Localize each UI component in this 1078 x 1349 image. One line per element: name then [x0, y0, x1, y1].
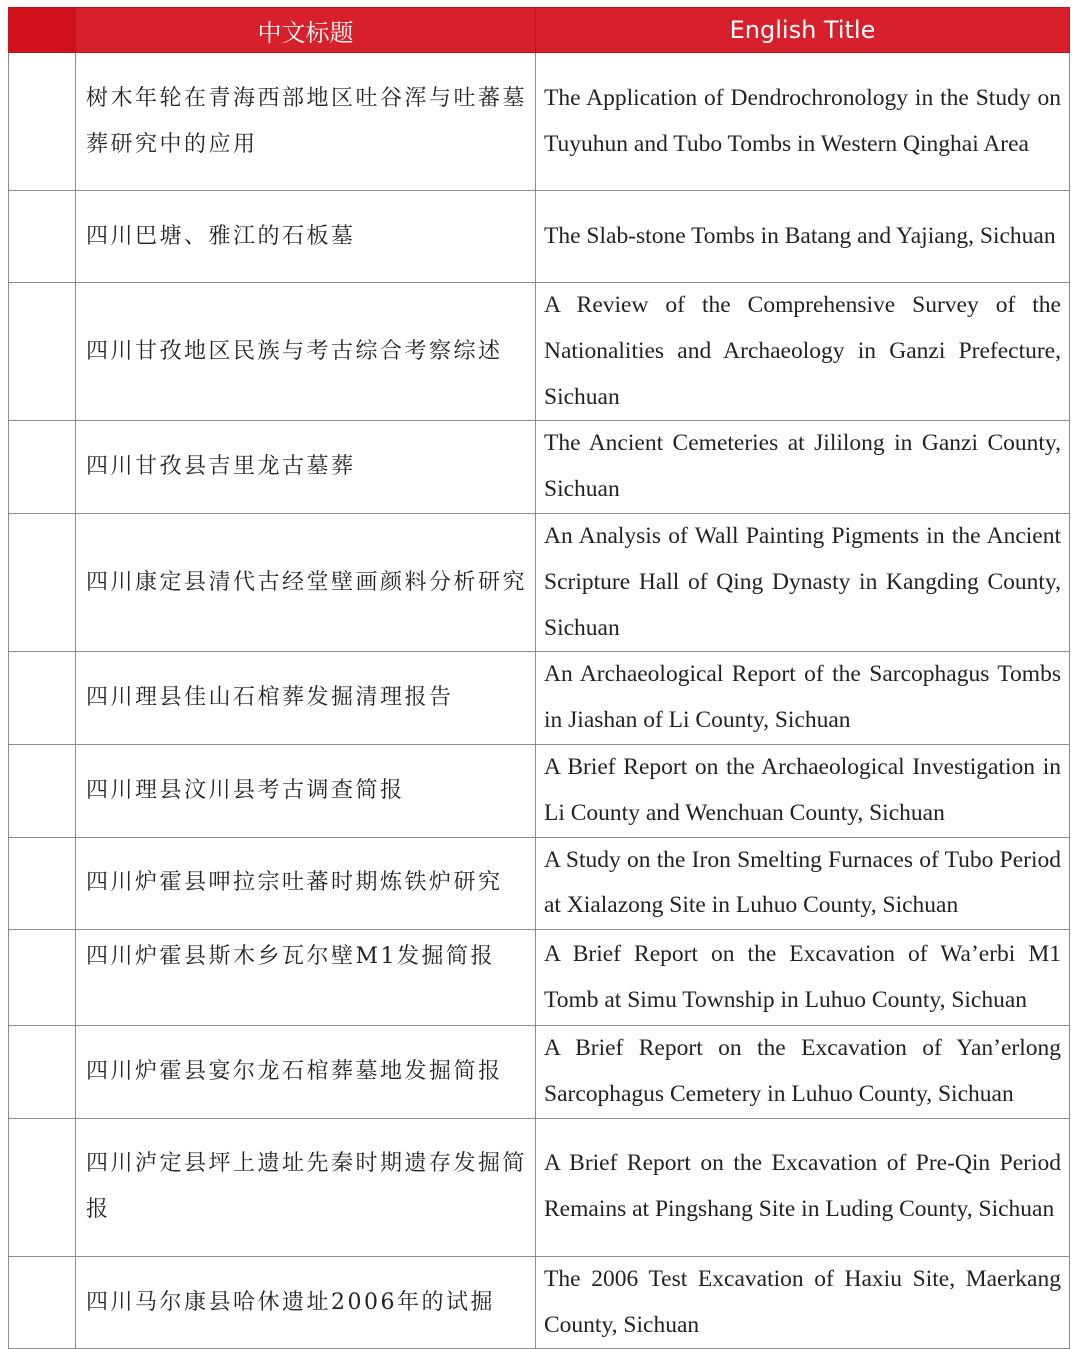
english-title-cell: The Ancient Cemeteries at Jililong in Ganzi County, Sichuan — [536, 421, 1070, 514]
index-cell — [9, 1256, 76, 1349]
chinese-title-cell: 四川巴塘、雅江的石板墓 — [76, 191, 536, 283]
chinese-title-cell: 四川甘孜县吉里龙古墓葬 — [76, 421, 536, 514]
chinese-title-cell: 四川理县汶川县考古调查简报 — [76, 744, 536, 837]
english-title-cell: An Analysis of Wall Painting Pigments in the Ancient Scripture Hall of Qing Dynasty in Kangding County, Sichuan — [536, 513, 1070, 651]
chinese-title-cell: 四川马尔康县哈休遗址2006年的试掘 — [76, 1256, 536, 1349]
table-row — [9, 421, 1070, 514]
index-cell — [9, 652, 76, 745]
english-title-cell: An Archaeological Report of the Sarcophagus Tombs in Jiashan of Li County, Sichuan — [536, 652, 1070, 745]
english-title-cell: The Application of Dendrochronology in the Study on Tuyuhun and Tubo Tombs in Western Qinghai Area — [536, 53, 1070, 191]
header-index-cell — [9, 8, 76, 53]
english-title-cell: A Study on the Iron Smelting Furnaces of Tubo Period at Xialazong Site in Luhuo County, Sichuan — [536, 837, 1070, 930]
index-cell — [9, 930, 76, 1026]
english-title-cell: A Brief Report on the Archaeological Investigation in Li County and Wenchuan County, Sichuan — [536, 744, 1070, 837]
chinese-title-cell: 四川甘孜地区民族与考古综合考察综述 — [76, 283, 536, 421]
table-row — [9, 652, 1070, 745]
english-title-cell: The Slab-stone Tombs in Batang and Yajiang, Sichuan — [536, 191, 1070, 283]
table-row — [9, 930, 1070, 1026]
chinese-title-cell: 四川炉霍县宴尔龙石棺葬墓地发掘简报 — [76, 1026, 536, 1119]
header-chinese-title: 中文标题 — [76, 8, 536, 53]
english-title-cell: A Brief Report on the Excavation of Pre-Qin Period Remains at Pingshang Site in Luding County, Sichuan — [536, 1118, 1070, 1256]
table-row — [9, 837, 1070, 930]
index-cell — [9, 1118, 76, 1256]
english-title-cell: A Review of the Comprehensive Survey of the Nationalities and Archaeology in Ganzi Prefecture, Sichuan — [536, 283, 1070, 421]
english-title-cell: A Brief Report on the Excavation of Wa’erbi M1 Tomb at Simu Township in Luhuo County, Sichuan — [536, 930, 1070, 1026]
english-title-cell: The 2006 Test Excavation of Haxiu Site, Maerkang County, Sichuan — [536, 1256, 1070, 1349]
index-cell — [9, 513, 76, 651]
index-cell — [9, 283, 76, 421]
table-row — [9, 744, 1070, 837]
header-row — [9, 8, 1070, 53]
header-english-title: English Title — [536, 8, 1070, 53]
index-cell — [9, 421, 76, 514]
table-row — [9, 191, 1070, 283]
chinese-title-cell: 四川炉霍县呷拉宗吐蕃时期炼铁炉研究 — [76, 837, 536, 930]
english-title-cell: A Brief Report on the Excavation of Yan’erlong Sarcophagus Cemetery in Luhuo County, Sichuan — [536, 1026, 1070, 1119]
table-row — [9, 1256, 1070, 1349]
index-cell — [9, 1026, 76, 1119]
table-row — [9, 283, 1070, 421]
chinese-title-cell: 四川康定县清代古经堂壁画颜料分析研究 — [76, 513, 536, 651]
chinese-title-cell: 四川泸定县坪上遗址先秦时期遗存发掘简报 — [76, 1118, 536, 1256]
index-cell — [9, 191, 76, 283]
table-row — [9, 53, 1070, 191]
index-cell — [9, 53, 76, 191]
index-cell — [9, 744, 76, 837]
index-cell — [9, 837, 76, 930]
table-row — [9, 1118, 1070, 1256]
table-row — [9, 513, 1070, 651]
chinese-title-cell: 树木年轮在青海西部地区吐谷浑与吐蕃墓葬研究中的应用 — [76, 53, 536, 191]
chinese-title-cell: 四川理县佳山石棺葬发掘清理报告 — [76, 652, 536, 745]
titles-table — [8, 7, 1070, 1349]
table-row — [9, 1026, 1070, 1119]
chinese-title-cell: 四川炉霍县斯木乡瓦尔壁M1发掘简报 — [76, 930, 536, 1026]
